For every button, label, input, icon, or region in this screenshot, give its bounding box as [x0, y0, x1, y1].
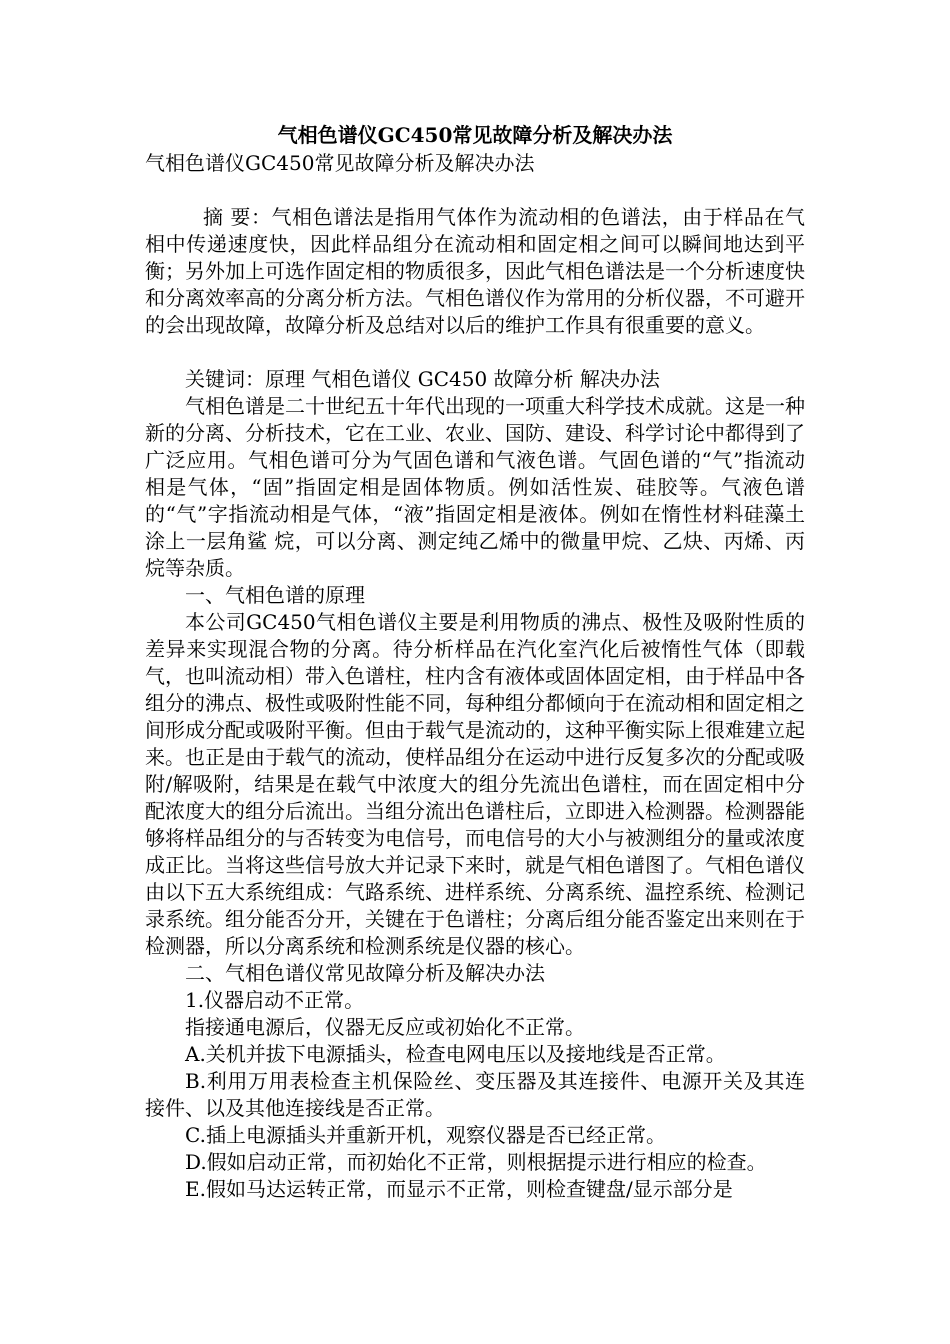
fault-step-d: D.假如启动正常，而初始化不正常，则根据提示进行相应的检查。: [185, 1150, 767, 1174]
fault-step-a: A.关机并拔下电源插头，检查电网电压以及接地线是否正常。: [185, 1042, 726, 1066]
fault-item-1: 1.仪器启动不正常。: [185, 988, 365, 1012]
fault-step-b: B.利用万用表检查主机保险丝、变压器及其连接件、电源开关及其连接件、以及其他连接线是否正常。: [145, 1069, 805, 1120]
section-heading-faults: 二、气相色谱仪常见故障分析及解决办法: [185, 961, 545, 985]
document-title: 气相色谱仪GC450常见故障分析及解决办法: [277, 123, 673, 147]
document-subtitle: 气相色谱仪GC450常见故障分析及解决办法: [145, 151, 535, 175]
fault-step-c: C.插上电源插头并重新开机，观察仪器是否已经正常。: [185, 1123, 666, 1147]
fault-description: 指接通电源后，仪器无反应或初始化不正常。: [185, 1015, 585, 1039]
section-heading-principle: 一、气相色谱的原理: [185, 583, 365, 607]
abstract-paragraph: 摘 要：气相色谱法是指用气体作为流动相的色谱法，由于样品在气相中传递速度快，因此样品组分在流动相和固定相之间可以瞬间地达到平衡；另外加上可选作固定相的物质很多，因此气相色谱法是一个分析速度快和分离效率高的分离分析方法。气相色谱仪作为常用的分析仪器，不可避开的会出现故障，故障分析及总结对以后的维护工作具有很重要的意义。: [145, 205, 805, 337]
body-paragraph-intro: 气相色谱是二十世纪五十年代出现的一项重大科学技术成就。这是一种新的分离、分析技术，它在工业、农业、国防、建设、科学讨论中都得到了广泛应用。气相色谱可分为气固色谱和气液色谱。气固色谱的“气”指流动相是气体，“固”指固定相是固体物质。例如活性炭、硅胶等。气液色谱的“气”字指流动相是气体，“液”指固定相是液体。例如在惰性材料硅藻土涂上一层角鲨 烷，可以分离、测定纯乙烯中的微量甲烷、乙炔、丙烯、丙 烷等杂质。: [145, 394, 805, 580]
body-paragraph-principle: 本公司GC450气相色谱仪主要是利用物质的沸点、极性及吸附性质的差异来实现混合物的分离。待分析样品在汽化室汽化后被惰性气体（即载气，也叫流动相）带入色谱柱，柱内含有液体或固体固定相，由于样品中各组分的沸点、极性或吸附性能不同，每种组分都倾向于在流动相和固定相之间形成分配或吸附平衡。但由于载气是流动的，这种平衡实际上很难建立起来。也正是由于载气的流动，使样品组分在运动中进行反复多次的分配或吸附/解吸附，结果是在载气中浓度大的组分先流出色谱柱，而在固定相中分配浓度大的组分后流出。当组分流出色谱柱后，立即进入检测器。检测器能够将样品组分的与否转变为电信号，而电信号的大小与被测组分的量或浓度成正比。当将这些信号放大并记录下来时，就是气相色谱图了。气相色谱仪由以下五大系统组成：气路系统、进样系统、分离系统、温控系统、检测记录系统。组分能否分开，关键在于色谱柱；分离后组分能否鉴定出来则在于检测器，所以分离系统和检测系统是仪器的核心。: [145, 610, 805, 958]
keywords-line: 关键词：原理 气相色谱仪 GC450 故障分析 解决办法: [185, 367, 660, 391]
fault-step-e: E.假如马达运转正常，而显示不正常，则检查键盘/显示部分是: [185, 1177, 733, 1201]
document-page: [145, 120, 805, 1203]
